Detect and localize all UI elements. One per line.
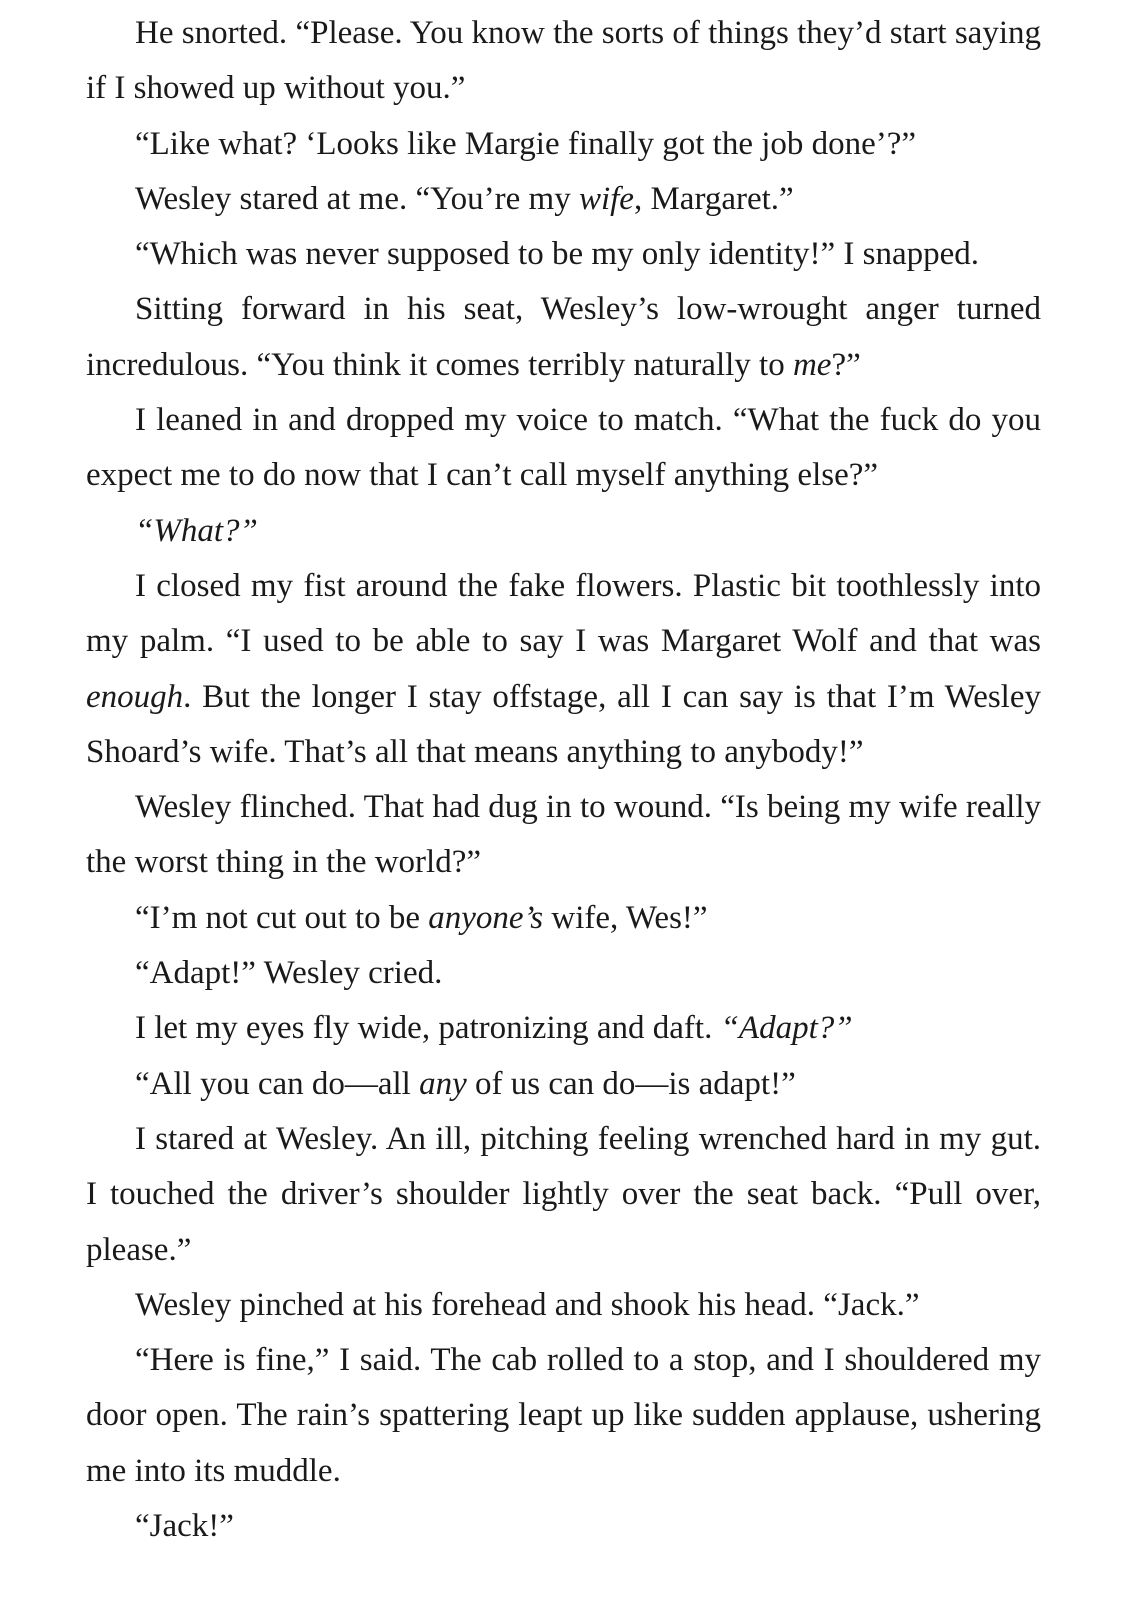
paragraph	[86, 1333, 1041, 1499]
text-run: Wesley flinched. That had dug in to wound. “Is being my wife really the worst thing in the world?”	[86, 789, 1041, 881]
book-page-text	[86, 6, 1041, 1554]
paragraph	[86, 6, 1041, 117]
italic-text-run: anyone’s	[428, 899, 544, 936]
text-run: I leaned in and dropped my voice to match. “What the fuck do you expect me to do now that I can’t call myself anything else?”	[86, 402, 1041, 494]
text-run: Wesley pinched at his forehead and shook his head. “Jack.”	[135, 1286, 920, 1323]
italic-text-run: “Adapt?”	[720, 1010, 853, 1047]
text-run: I let my eyes fly wide, patronizing and daft.	[135, 1010, 721, 1047]
text-run: “Adapt!” Wesley cried.	[135, 955, 443, 992]
paragraph	[86, 282, 1041, 393]
text-run: of us can do—is adapt!”	[466, 1065, 796, 1102]
paragraph	[86, 393, 1041, 504]
text-run: “Here is fine,” I said. The cab rolled to a stop, and I shouldered my door open. The rain’s spattering leapt up like sudden applause, ushering me into its muddle.	[86, 1342, 1041, 1489]
paragraph	[86, 1278, 1041, 1333]
paragraph	[86, 780, 1041, 891]
text-run: “All you can do—all	[135, 1065, 420, 1102]
paragraph	[86, 891, 1041, 946]
text-run: wife, Wes!”	[543, 899, 708, 936]
text-run: Wesley stared at me. “You’re my	[135, 180, 579, 217]
text-run: He snorted. “Please. You know the sorts of things they’d start saying if I showed up without you.”	[86, 15, 1041, 107]
text-run: . But the longer I stay offstage, all I can say is that I’m Wesley Shoard’s wife. That’s all that means anything to anybody!”	[86, 678, 1041, 770]
text-run: “Jack!”	[135, 1508, 234, 1545]
italic-text-run: any	[419, 1065, 467, 1102]
paragraph	[86, 1057, 1041, 1112]
paragraph	[86, 504, 1041, 559]
paragraph	[86, 559, 1041, 780]
text-run: Sitting forward in his seat, Wesley’s low-wrought anger turned incredulous. “You think it comes terribly naturally to	[86, 291, 1041, 383]
italic-text-run: enough	[86, 678, 184, 715]
text-run: “Like what? ‘Looks like Margie finally got the job done’?”	[135, 125, 917, 162]
paragraph	[86, 1112, 1041, 1278]
paragraph	[86, 227, 1041, 282]
paragraph	[86, 1499, 1041, 1554]
paragraph	[86, 1001, 1041, 1056]
text-run: ?”	[831, 346, 861, 383]
italic-text-run: “What?”	[135, 512, 258, 549]
text-run: I closed my fist around the fake flowers. Plastic bit toothlessly into my palm. “I used to be able to say I was Margaret Wolf and that was	[86, 567, 1041, 660]
text-run: “Which was never supposed to be my only identity!” I snapped.	[135, 236, 980, 273]
paragraph	[86, 946, 1041, 1001]
italic-text-run: wife	[578, 180, 634, 217]
text-run: , Margaret.”	[633, 180, 794, 217]
text-run: “I’m not cut out to be	[135, 899, 429, 936]
paragraph	[86, 117, 1041, 172]
italic-text-run: me	[792, 346, 832, 383]
text-run: I stared at Wesley. An ill, pitching feeling wrenched hard in my gut. I touched the driver’s shoulder lightly over the seat back. “Pull over, please.”	[86, 1120, 1041, 1268]
paragraph	[86, 172, 1041, 227]
